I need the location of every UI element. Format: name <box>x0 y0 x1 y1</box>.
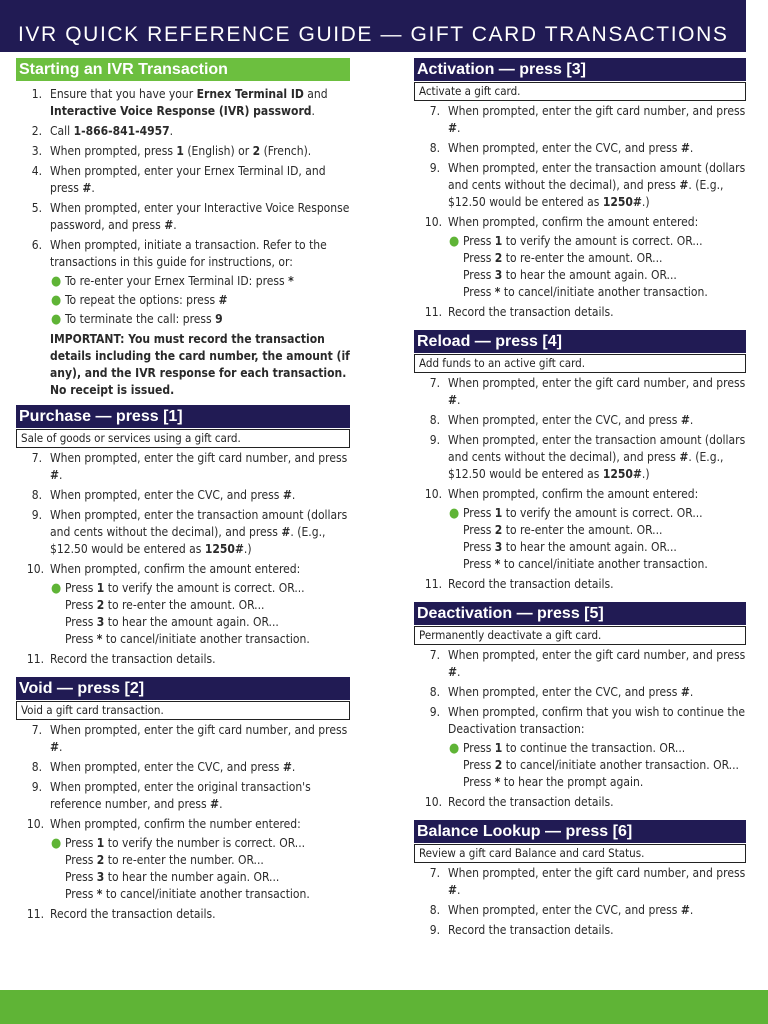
header-bar <box>0 0 746 52</box>
option-2: Press 2 to cancel/initiate another transaction. OR... <box>463 758 739 772</box>
option-star: Press * to cancel/initiate another transaction. <box>463 557 708 571</box>
step-7: 7. When prompted, enter the gift card number, and press #. <box>429 648 746 679</box>
void-steps <box>16 722 350 923</box>
step-7: 7. When prompted, enter the gift card number, and press #. <box>31 451 348 482</box>
option-1: Press 1 to verify the amount is correct. OR... <box>463 506 703 520</box>
option-1: Press 1 to continue the transaction. OR... <box>463 741 686 755</box>
footer-bar <box>0 990 768 1024</box>
bullet-icon: ● <box>51 274 62 289</box>
activation-options <box>448 233 746 301</box>
bullet-icon: ● <box>449 741 460 756</box>
option-3: Press 3 to hear the number again. OR... <box>65 870 280 884</box>
page-title: IVR QUICK REFERENCE GUIDE — GIFT CARD TRANSACTIONS <box>18 23 729 46</box>
purchase-steps <box>16 450 350 668</box>
section-heading-deactivation: Deactivation — press [5] <box>414 602 746 625</box>
option-list <box>50 580 350 648</box>
purchase-options <box>50 580 350 648</box>
step-9: 9. When prompted, enter the transaction amount (dollars and cents without the decimal), and press #. (E.g., $12.50 would be entered as 1250#.) <box>429 161 746 209</box>
option-star: Press * to cancel/initiate another transaction. <box>65 632 310 646</box>
section-heading-reload: Reload — press [4] <box>414 330 746 353</box>
step-10: 10. When prompted, confirm the amount entered: ● Press 1 to verify the amount is correct. OR... Press 2 to re-enter the amount. OR... Press 3 to hear the amount again. OR... Press * to cancel/initiate another transaction. <box>414 486 746 573</box>
deactivation-steps <box>414 647 746 811</box>
step-9: 9. When prompted, confirm that you wish to continue the Deactivation transaction: ● Press 1 to continue the transaction. OR... Press 2 to cancel/initiate another transaction. OR... Press * to hear the prompt again. <box>429 705 746 789</box>
option-list <box>448 233 746 301</box>
section-heading-purchase: Purchase — press [1] <box>16 405 350 428</box>
option-terminate: ● To terminate the call: press 9 <box>51 312 223 327</box>
reload-options <box>448 505 746 573</box>
void-options <box>50 835 350 903</box>
option-2: Press 2 to re-enter the number. OR... <box>65 853 264 867</box>
reload-steps <box>414 375 746 593</box>
section-void <box>16 677 350 923</box>
section-heading-starting: Starting an IVR Transaction <box>16 58 350 81</box>
step-8: 8. When prompted, enter the CVC, and press #. <box>429 141 694 155</box>
step-11: 11. Record the transaction details. <box>26 907 216 921</box>
bullet-icon: ● <box>449 234 460 249</box>
option-2: Press 2 to re-enter the amount. OR... <box>65 598 265 612</box>
description-activation: Activate a gift card. <box>414 82 746 101</box>
section-deactivation <box>414 602 746 811</box>
option-reenter-terminal: ● To re-enter your Ernex Terminal ID: press * <box>51 274 294 289</box>
option-1: Press 1 to verify the amount is correct. OR... <box>65 581 305 595</box>
option-3: Press 3 to hear the amount again. OR... <box>463 268 677 282</box>
bullet-icon: ● <box>51 293 62 308</box>
option-2: Press 2 to re-enter the amount. OR... <box>463 523 663 537</box>
step-3: 3. When prompted, press 1 (English) or 2 (French). <box>31 144 312 158</box>
step-9: 9. When prompted, enter the original transaction's reference number, and press #. <box>31 780 311 811</box>
bullet-icon: ● <box>51 581 62 596</box>
step-10: 10. Record the transaction details. <box>424 795 614 809</box>
description-void: Void a gift card transaction. <box>16 701 350 720</box>
step-8: 8. When prompted, enter the CVC, and press #. <box>31 760 296 774</box>
starting-steps <box>16 86 350 328</box>
description-reload: Add funds to an active gift card. <box>414 354 746 373</box>
option-star: Press * to hear the prompt again. <box>463 775 644 789</box>
step-7: 7. When prompted, enter the gift card number, and press #. <box>429 866 746 897</box>
important-note: IMPORTANT: You must record the transaction details including the card number, the amount (if any), and the IVR response for each transaction. No receipt is issued. <box>50 332 350 397</box>
step-9: 9. Record the transaction details. <box>429 923 614 937</box>
section-heading-balance: Balance Lookup — press [6] <box>414 820 746 843</box>
option-3: Press 3 to hear the amount again. OR... <box>463 540 677 554</box>
right-column <box>414 58 746 942</box>
option-list <box>448 740 746 791</box>
option-1: Press 1 to verify the amount is correct. OR... <box>463 234 703 248</box>
step-11: 11. Record the transaction details. <box>424 305 614 319</box>
step-4: 4. When prompted, enter your Ernex Terminal ID, and press #. <box>31 164 326 195</box>
section-purchase <box>16 405 350 668</box>
option-2: Press 2 to re-enter the amount. OR... <box>463 251 663 265</box>
section-reload <box>414 330 746 593</box>
step-7: 7. When prompted, enter the gift card number, and press #. <box>31 723 348 754</box>
section-heading-void: Void — press [2] <box>16 677 350 700</box>
option-3: Press 3 to hear the amount again. OR... <box>65 615 279 629</box>
bullet-icon: ● <box>449 506 460 521</box>
option-star: Press * to cancel/initiate another transaction. <box>463 285 708 299</box>
section-starting <box>16 58 350 399</box>
option-list <box>50 835 350 903</box>
step-8: 8. When prompted, enter the CVC, and press #. <box>31 488 296 502</box>
section-heading-activation: Activation — press [3] <box>414 58 746 81</box>
bullet-icon: ● <box>51 312 62 327</box>
step-1: 1. Ensure that you have your Ernex Terminal ID and Interactive Voice Response (IVR) password. <box>31 87 328 118</box>
step-7: 7. When prompted, enter the gift card number, and press #. <box>429 104 746 135</box>
step-10: 10. When prompted, confirm the amount entered: ● Press 1 to verify the amount is correct. OR... Press 2 to re-enter the amount. OR... Press 3 to hear the amount again. OR... Press * to cancel/initiate another transaction. <box>414 214 746 301</box>
option-list <box>448 505 746 573</box>
step-8: 8. When prompted, enter the CVC, and press #. <box>429 413 694 427</box>
step-5: 5. When prompted, enter your Interactive Voice Response password, and press #. <box>31 201 350 232</box>
starting-options <box>50 273 350 328</box>
option-repeat: ● To repeat the options: press # <box>51 293 228 308</box>
step-10: 10. When prompted, confirm the amount entered: ● Press 1 to verify the amount is correct. OR... Press 2 to re-enter the amount. OR... Press 3 to hear the amount again. OR... Press * to cancel/initiate another transaction. <box>16 561 350 648</box>
section-activation <box>414 58 746 321</box>
option-1: Press 1 to verify the number is correct. OR... <box>65 836 306 850</box>
deactivation-options <box>448 740 746 791</box>
section-balance <box>414 820 746 939</box>
description-deactivation: Permanently deactivate a gift card. <box>414 626 746 645</box>
option-star: Press * to cancel/initiate another transaction. <box>65 887 310 901</box>
description-purchase: Sale of goods or services using a gift card. <box>16 429 350 448</box>
step-7: 7. When prompted, enter the gift card number, and press #. <box>429 376 746 407</box>
step-11: 11. Record the transaction details. <box>424 577 614 591</box>
step-9: 9. When prompted, enter the transaction amount (dollars and cents without the decimal), and press #. (E.g., $12.50 would be entered as 1250#.) <box>429 433 746 481</box>
balance-steps <box>414 865 746 939</box>
step-2: 2. Call 1-866-841-4957. <box>31 124 174 138</box>
step-10: 10. When prompted, confirm the number entered: ● Press 1 to verify the number is correct. OR... Press 2 to re-enter the number. OR... Press 3 to hear the number again. OR... Press * to cancel/initiate another transaction. <box>16 816 350 903</box>
step-9: 9. When prompted, enter the transaction amount (dollars and cents without the decimal), and press #. (E.g., $12.50 would be entered as 1250#.) <box>31 508 348 556</box>
step-11: 11. Record the transaction details. <box>26 652 216 666</box>
left-column <box>16 58 350 926</box>
step-6: 6. When prompted, initiate a transaction. Refer to the transactions in this guide for instructions, or: ● To re-enter your Ernex Terminal ID: press * ● To repeat the options: press # ● To terminate the call: press 9 <box>16 237 350 328</box>
description-balance: Review a gift card Balance and card Status. <box>414 844 746 863</box>
bullet-icon: ● <box>51 836 62 851</box>
step-8: 8. When prompted, enter the CVC, and press #. <box>429 903 694 917</box>
step-8: 8. When prompted, enter the CVC, and press #. <box>429 685 694 699</box>
activation-steps <box>414 103 746 321</box>
